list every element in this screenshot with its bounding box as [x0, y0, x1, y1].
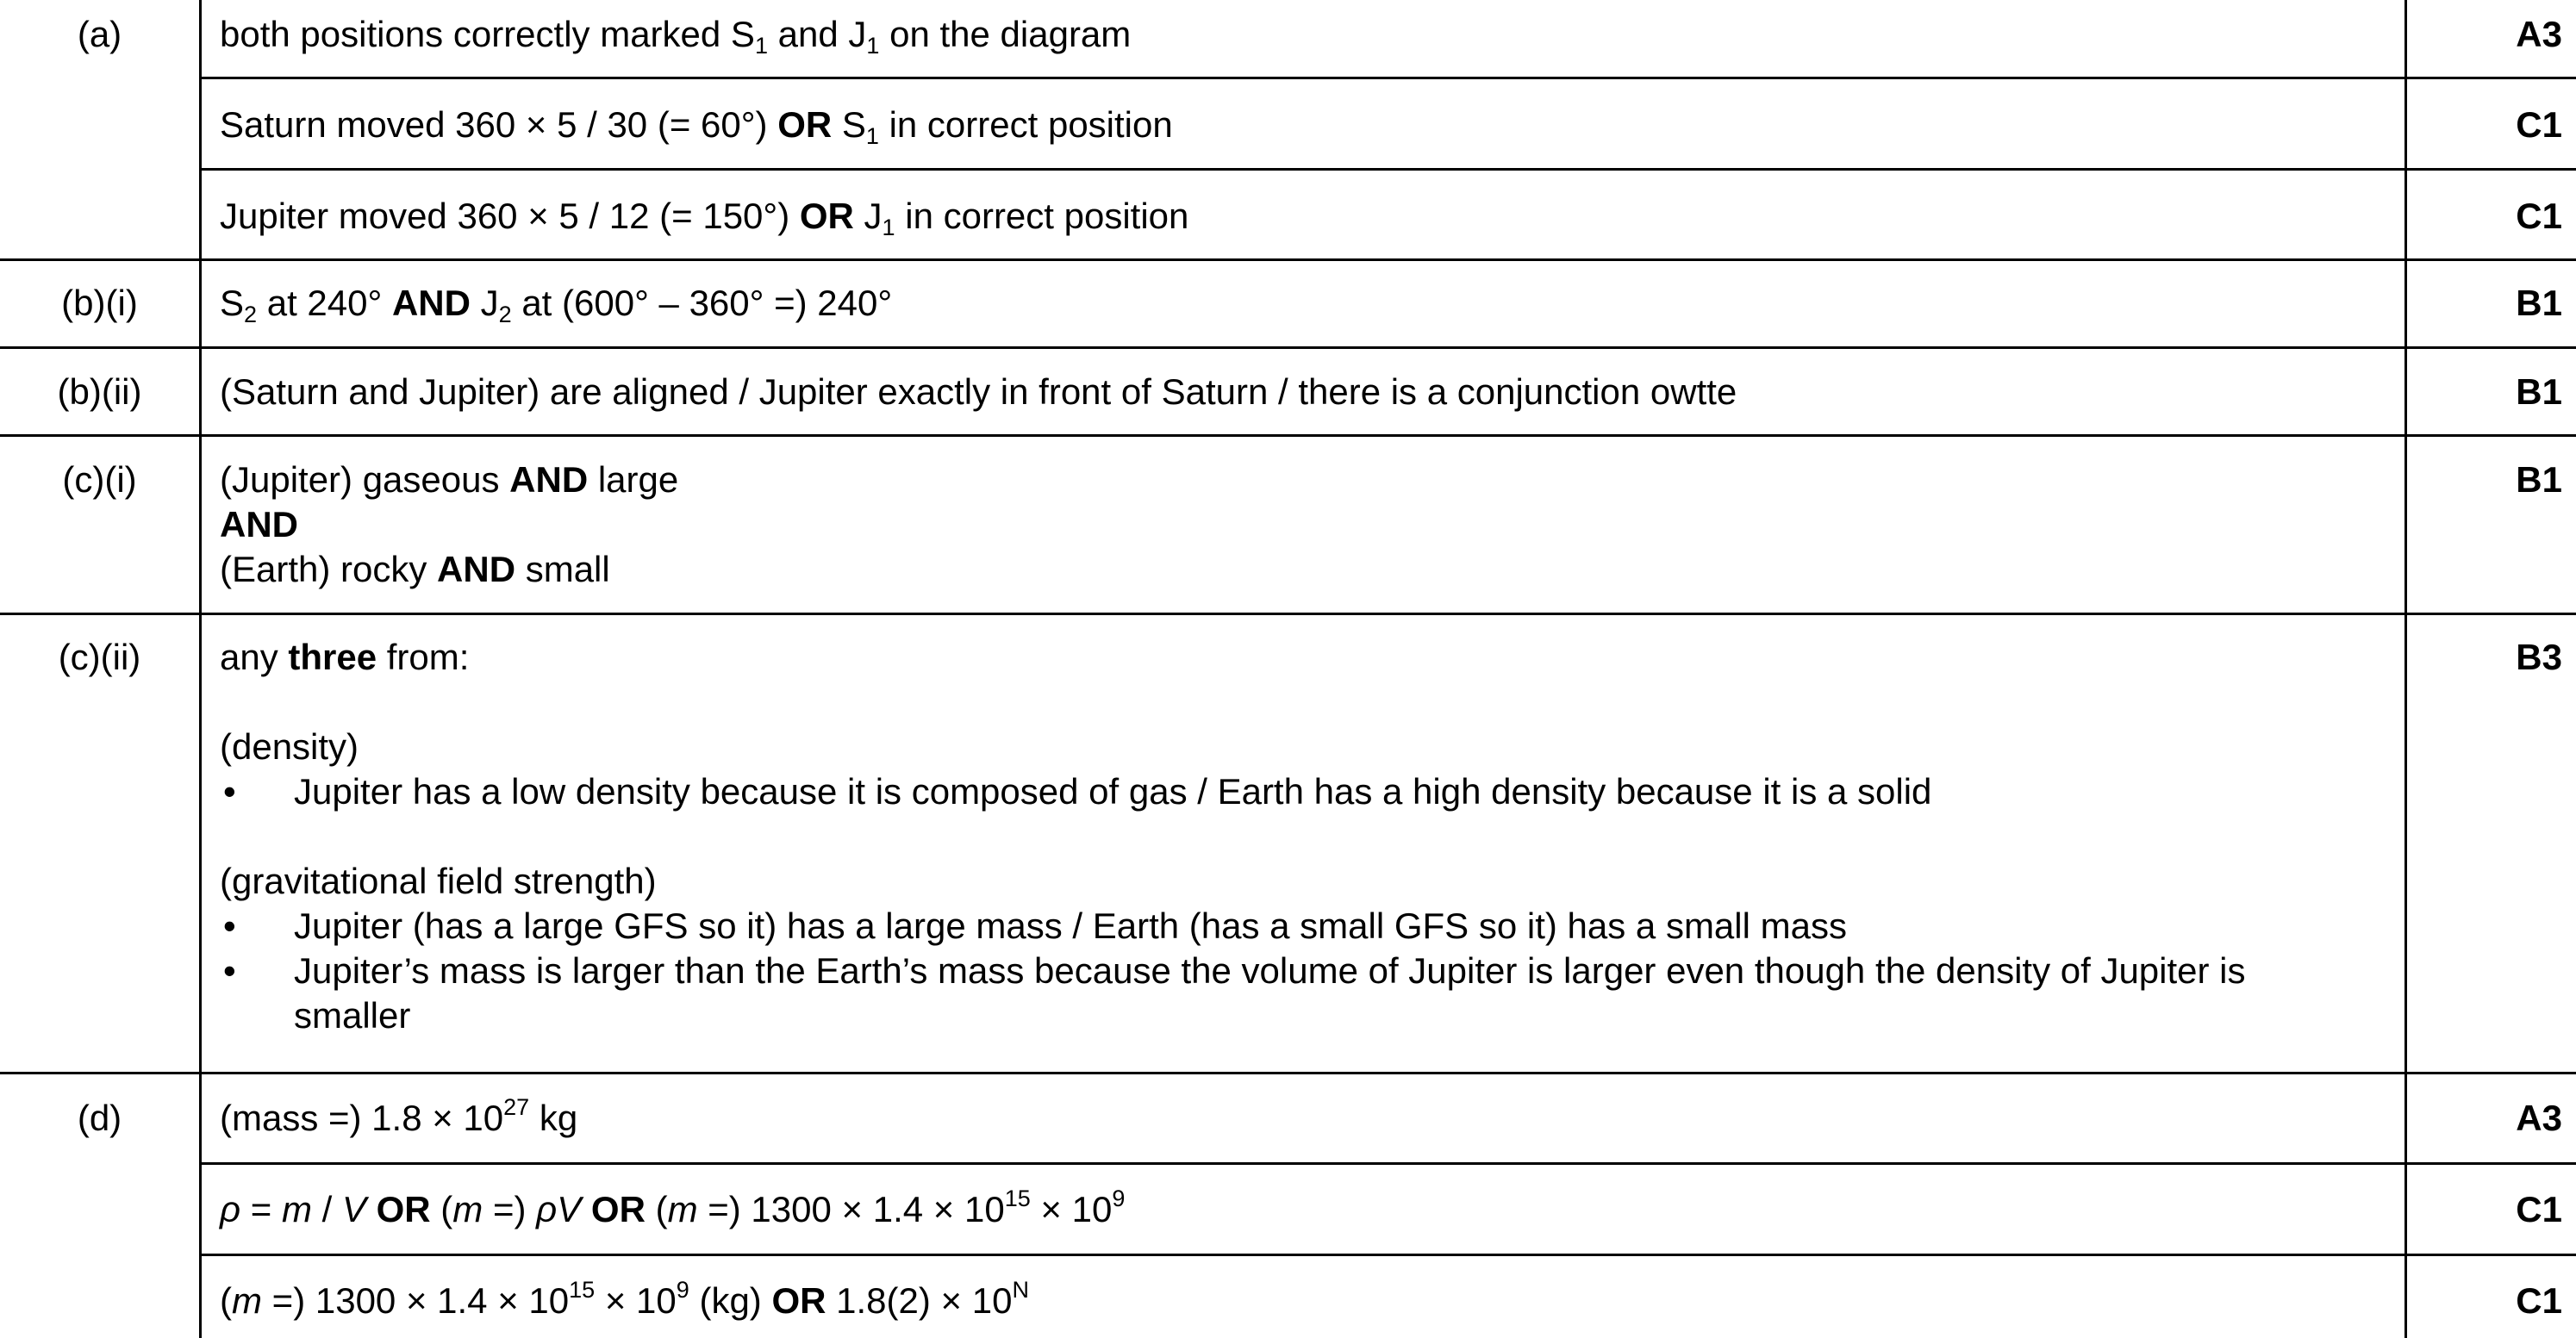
list-item: • Jupiter (has a large GFS so it) has a large mass / Earth (has a small GFS so it) has a small mass [220, 904, 2374, 949]
mark-a-3: C1 [2516, 196, 2562, 236]
mark-ci: B1 [2516, 459, 2562, 500]
question-label-d: (d) [77, 1098, 122, 1138]
row-divider [0, 258, 2576, 261]
answer-a-1: both positions correctly marked $S_1$ and $J_1$ on the diagram [220, 14, 1132, 59]
answer-ci-line: (Earth) rocky AND small [220, 549, 610, 589]
row-divider [0, 1072, 2576, 1074]
row-divider [0, 613, 2576, 615]
bullet-icon: • [223, 950, 236, 991]
gfs-heading: (gravitational field strength) [220, 861, 657, 901]
question-label-ci: (c)(i) [62, 459, 137, 500]
question-label-cii: (c)(ii) [58, 637, 141, 677]
row-divider [199, 77, 2576, 79]
answer-ci-line: (Jupiter) gaseous AND large [220, 459, 679, 500]
answer-ci [220, 457, 2374, 592]
answer-d-1: (mass =) $1.8 \times 10^{27}$ kg [220, 1094, 578, 1138]
mark-d-2: C1 [2516, 1189, 2562, 1229]
answer-bi: $S_2$ at 240° AND $J_2$ at (600° – 360° =) 240° [220, 283, 893, 327]
row-divider [0, 434, 2576, 437]
answer-d-3: (m =) $1300 \times 1.4 \times 10^{15} \times 10^9$ (kg) OR $1.8(2) \times 10^N$ [220, 1277, 1029, 1321]
row-divider [199, 1162, 2576, 1165]
answer-cii-intro: any three from: [220, 637, 470, 677]
row-divider [199, 1254, 2576, 1256]
list-item: • Jupiter’s mass is larger than the Earth’s mass because the volume of Jupiter is larger even though the density of Jupiter is smaller [223, 950, 2246, 1036]
bullet-icon: • [223, 771, 236, 812]
row-divider [199, 168, 2576, 171]
mark-bii: B1 [2516, 371, 2562, 412]
answer-bii: (Saturn and Jupiter) are aligned / Jupiter exactly in front of Saturn / there is a conjunction owtte [220, 371, 1737, 412]
mark-bi: B1 [2516, 283, 2562, 323]
mark-a-2: C1 [2516, 104, 2562, 145]
bullet-icon: • [223, 905, 236, 946]
density-heading: (density) [220, 726, 359, 767]
row-divider [0, 346, 2576, 349]
answer-a-2: Saturn moved 360 × 5 / 30 (= 60°) OR $S_1$ in correct position [220, 104, 1173, 149]
question-label-bi: (b)(i) [61, 283, 138, 323]
mark-d-1: A3 [2516, 1098, 2562, 1138]
answer-d-2: ρ = m / V OR (m =) ρV OR (m =) $1300 \times 1.4 \times 10^{15} \times 10^9$ [220, 1186, 1126, 1229]
question-label-a: (a) [77, 14, 122, 54]
list-item: • Jupiter has a low density because it is composed of gas / Earth has a high density because it is a solid [220, 769, 2374, 814]
mark-cii: B3 [2516, 637, 2562, 677]
mark-a-1: A3 [2516, 14, 2562, 54]
answer-ci-line: AND [220, 504, 298, 545]
answer-a-3: Jupiter moved 360 × 5 / 12 (= 150°) OR $J_1$ in correct position [220, 196, 1189, 240]
column-divider [199, 0, 202, 1338]
question-label-bii: (b)(ii) [57, 371, 142, 412]
mark-d-3: C1 [2516, 1280, 2562, 1321]
answer-cii [220, 635, 2374, 1038]
